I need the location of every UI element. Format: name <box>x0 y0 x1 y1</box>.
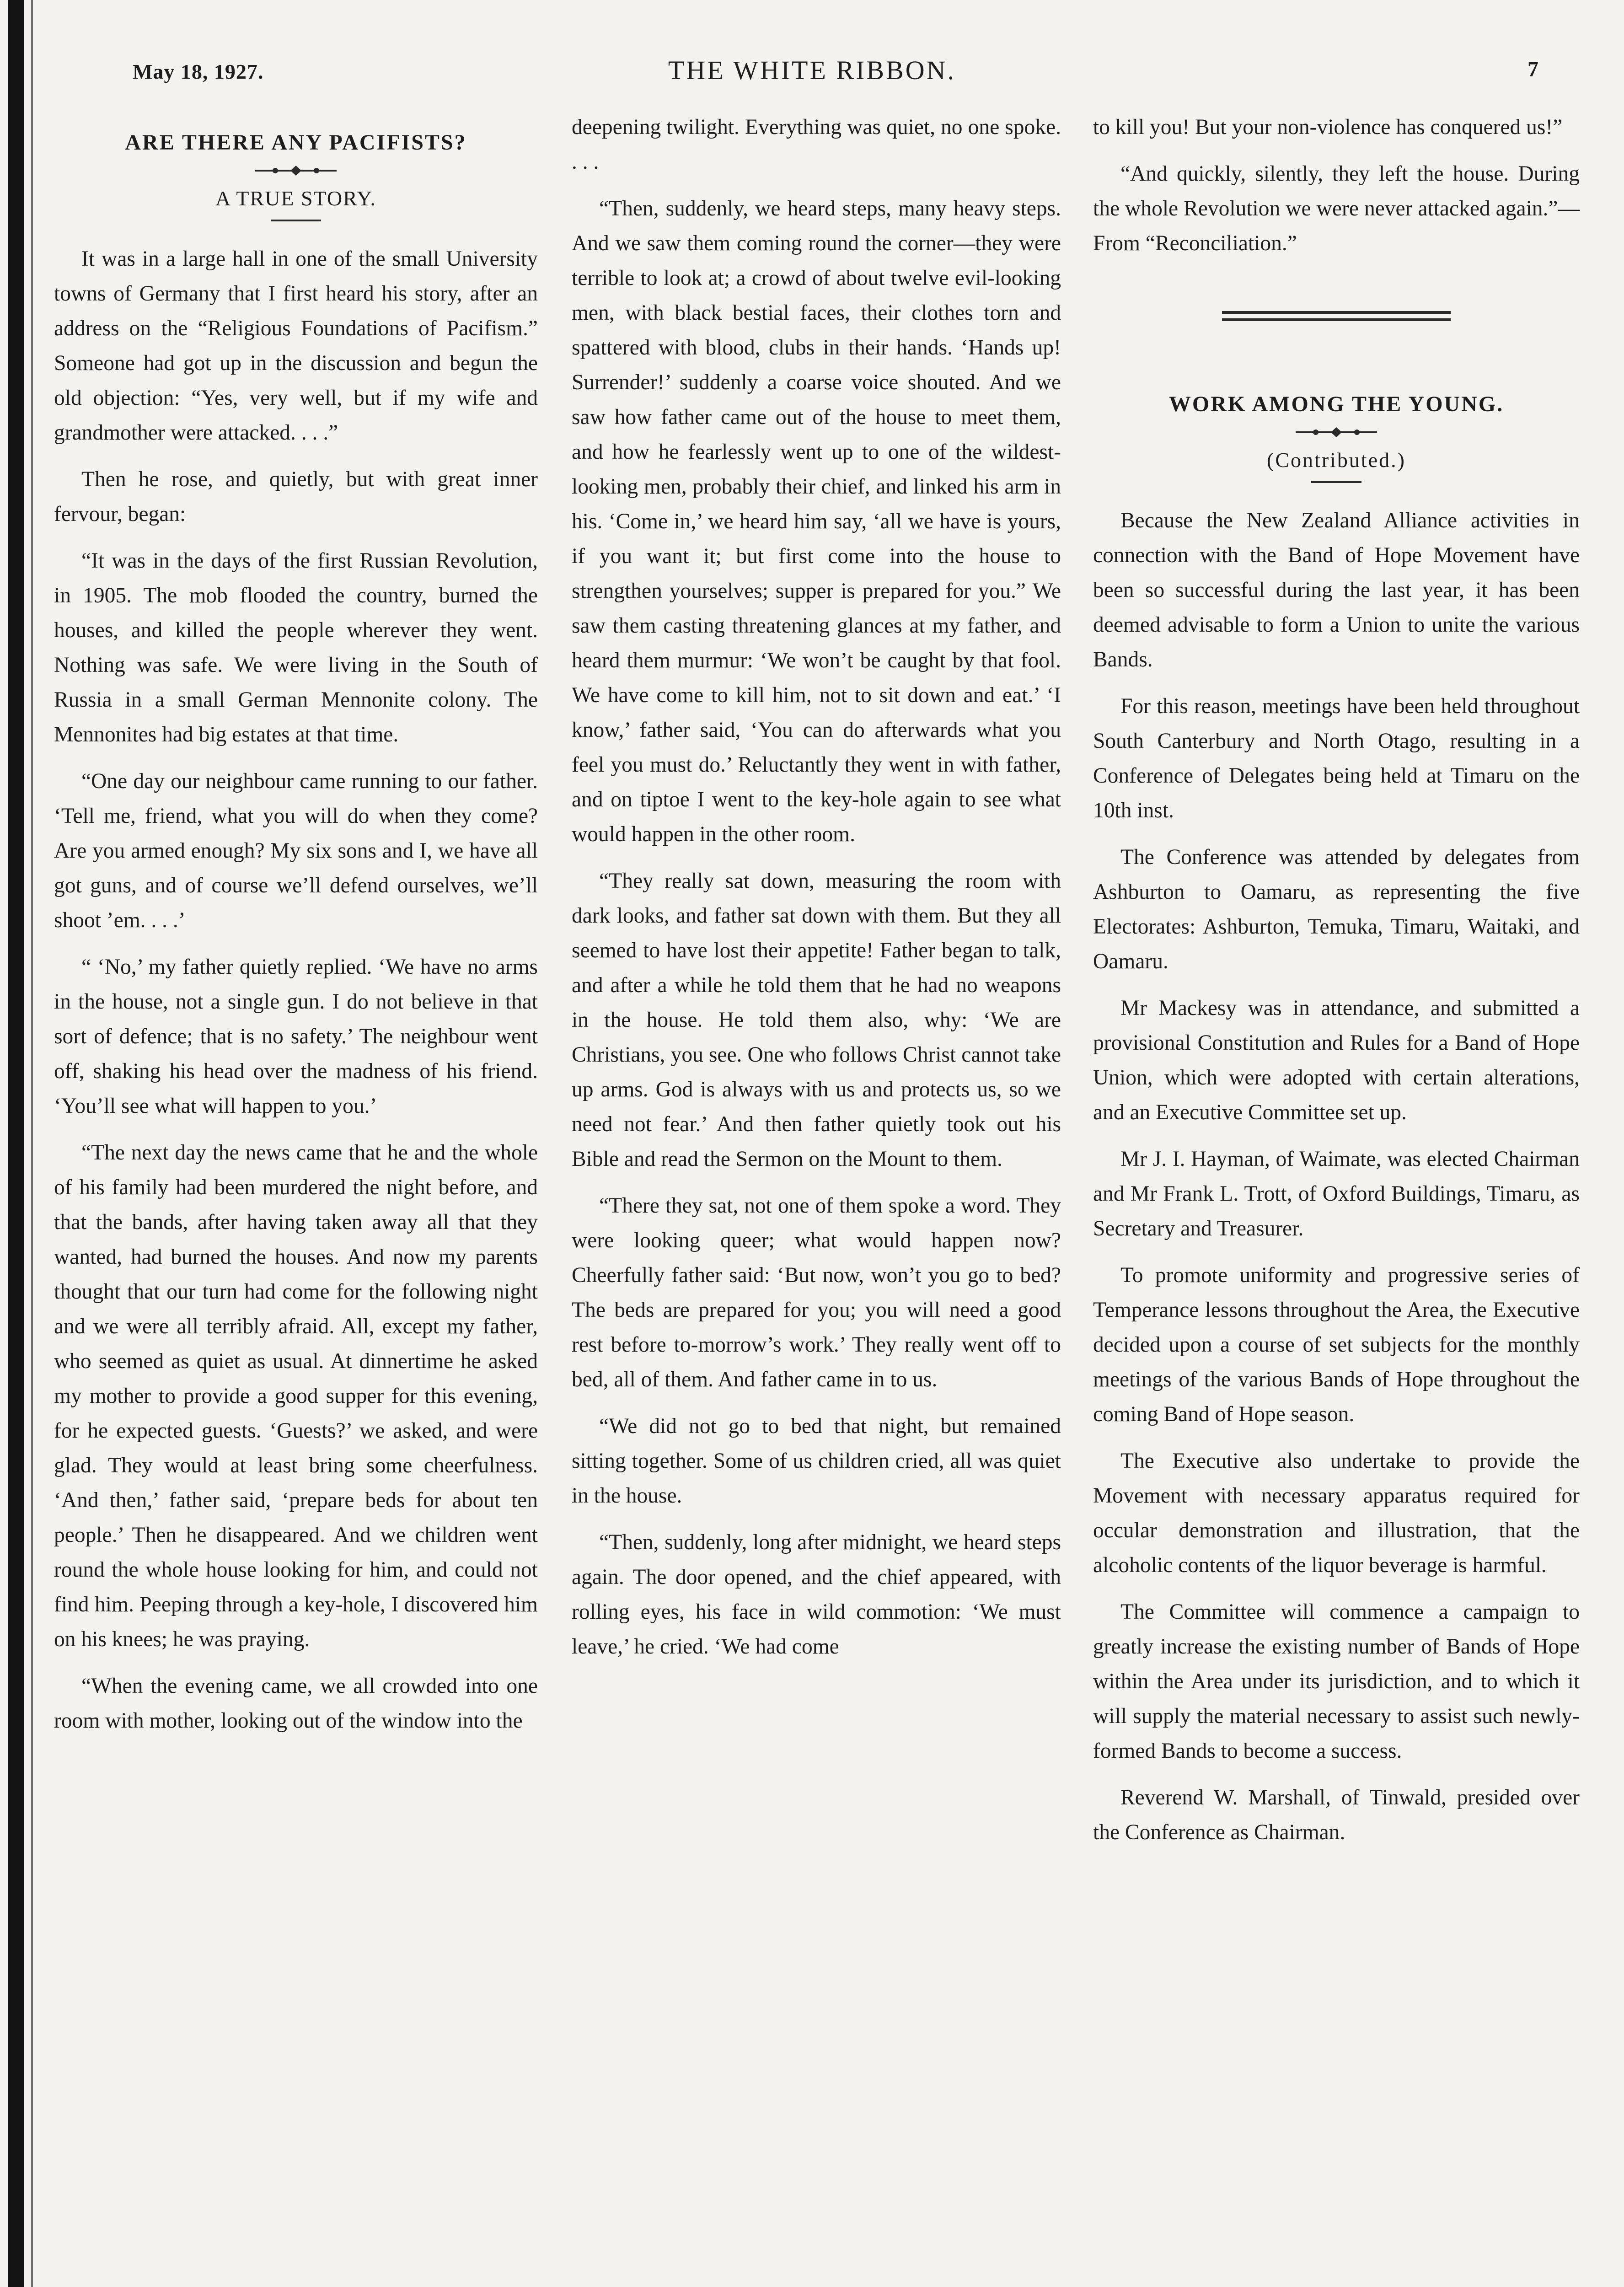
pacifists-headline: ARE THERE ANY PACIFISTS? <box>125 130 467 155</box>
section-divider <box>1222 311 1451 321</box>
article-paragraph: “It was in the days of the first Russian Revolution, in 1905. The mob flooded the country, burned the houses, and killed the people wherever they went. Nothing was safe. We were living in the South of Russia in a small German Mennonite colony. The Mennonites had big estates at that time. <box>54 549 538 746</box>
pacifists-subheadline: A TRUE STORY. <box>215 187 376 210</box>
article-paragraph: “The next day the news came that he and the whole of his family had been murdered the night before, and that the bands, after having taken away all that they wanted, had burned the houses. And now my parents thought that our turn had come for the following night and we were all terribly afraid. All, except my father, who seemed as quiet as usual. At dinnertime he asked my mother to provide a good supper for this evening, for he expected guests. ‘Guests?’ we asked, and were glad. They would at least bring some cheerfulness. ‘And then,’ father said, ‘prepare beds for about ten people.’ Then he disappeared. And we children went round the whole house looking for him, and could not find him. Peeping through a key-hole, I discovered him on his knees; he was praying. <box>54 1141 538 1651</box>
article-paragraph: To promote uniformity and progressive series of Temperance lessons throughout the Area, the Executive decided upon a course of set subjects for the monthly meetings of the various Bands of Hope throughout the coming Band of Hope season. <box>1093 1263 1580 1426</box>
article-paragraph: to kill you! But your non-violence has conquered us!” <box>1093 115 1563 139</box>
article-paragraph: “Then, suddenly, long after midnight, we heard steps again. The door opened, and the chief appeared, with rolling eyes, his face in wild commotion: ‘We must leave,’ he cried. ‘We had come <box>572 1530 1061 1659</box>
article-paragraph: The Executive also undertake to provide the Movement with necessary apparatus required for occular demonstration and illustration, that the alcoholic contents of the liquor beverage is harmful. <box>1093 1449 1580 1577</box>
article-paragraph: “ ‘No,’ my father quietly replied. ‘We have no arms in the house, not a single gun. I do not believe in that sort of defence; that is no safety.’ The neighbour went off, shaking his head over the madness of his friend. ‘You’ll see what will happen to you.’ <box>54 955 538 1118</box>
column-1 <box>54 110 538 1750</box>
article-paragraph: Mr Mackesy was in attendance, and submitted a provisional Constitution and Rules for a Band of Hope Union, which were adopted with certain alterations, and an Executive Committee set up. <box>1093 996 1580 1124</box>
article-paragraph: “Then, suddenly, we heard steps, many heavy steps. And we saw them coming round the corner—they were terrible to look at; a crowd of about twelve evil-looking men, with black bestial faces, their clothes torn and spattered with blood, clubs in their hands. ‘Hands up! Surrender!’ suddenly a coarse voice shouted. And we saw how father came out of the house to meet them, and how he fearlessly went up to one of the wildest-looking men, probably their chief, and linked his arm in his. ‘Come in,’ we heard him say, ‘all we have is yours, if you want it; but first come into the house to strengthen yourselves; supper is prepared for you.” We saw them casting threatening glances at my father, and heard them murmur: ‘We won’t be caught by that fool. We have come to kill him, not to sit down and eat.’ ‘I know,’ father said, ‘You can do afterwards what you feel you must do.’ Reluctantly they went in with father, and on tiptoe I went to the key-hole again to see what would happen in the other room. <box>572 197 1061 846</box>
page-binding-line <box>31 0 33 2287</box>
article-paragraph: “There they sat, not one of them spoke a word. They were looking queer; what would happen now? Cheerfully father said: ‘But now, won’t you go to bed? The beds are prepared for you; you will need a good rest before to-morrow’s work.’ They really went off to bed, all of them. And father came in to us. <box>572 1194 1061 1391</box>
ornament-divider <box>54 164 538 177</box>
article-paragraph: The Committee will commence a campaign to greatly increase the existing number of Bands of Hope within the Area under its jurisdiction, and to which it will supply the material necessary to assist such newly-formed Bands to become a success. <box>1093 1600 1580 1763</box>
article-paragraph: It was in a large hall in one of the small University towns of Germany that I first heard his story, after an address on the “Religious Foundations of Pacifism.” Someone had got up in the discussion and begun the old objection: “Yes, very well, but if my wife and grandmother were attacked. . . .” <box>54 247 538 445</box>
article-paragraph: “One day our neighbour came running to our father. ‘Tell me, friend, what you will do when they come? Are you armed enough? My six sons and I, we have all got guns, and of course we’ll defend ourselves, we’ll shoot ’em. . . .’ <box>54 769 538 932</box>
column-3 <box>1093 110 1580 1862</box>
article-paragraph: “They really sat down, measuring the room with dark looks, and father sat down with them. But they all seemed to have lost their appetite! Father began to talk, and after a while he told them that he had no weapons in the house. He told them also, why: ‘We are Christians, you see. One who follows Christ cannot take up arms. God is always with us and protects us, so we need not fear.’ And then father quietly took out his Bible and read the Sermon on the Mount to them. <box>572 869 1061 1171</box>
young-headline: WORK AMONG THE YOUNG. <box>1168 392 1504 416</box>
article-paragraph: Reverend W. Marshall, of Tinwald, presided over the Conference as Chairman. <box>1093 1786 1580 1844</box>
young-subheadline: (Contributed.) <box>1267 448 1406 472</box>
issue-date: May 18, 1927. <box>133 60 264 83</box>
article-paragraph: “When the evening came, we all crowded into one room with mother, looking out of the window into the <box>54 1674 538 1733</box>
article-paragraph: deepening twilight. Everything was quiet, no one spoke. . . . <box>572 115 1061 174</box>
short-rule <box>1311 481 1361 483</box>
article-paragraph: Because the New Zealand Alliance activities in connection with the Band of Hope Movement have been so successful during the last year, it has been deemed advisable to form a Union to unite the various Bands. <box>1093 509 1580 671</box>
article-paragraph: The Conference was attended by delegates from Ashburton to Oamaru, as representing the five Electorates: Ashburton, Temuka, Timaru, Waitaki, and Oamaru. <box>1093 845 1580 973</box>
masthead <box>0 50 1624 91</box>
article-paragraph: “We did not go to bed that night, but remained sitting together. Some of us children cried, all was quiet in the house. <box>572 1414 1061 1508</box>
ornament-divider <box>1093 425 1580 439</box>
publication-title: THE WHITE RIBBON. <box>668 55 956 85</box>
article-paragraph: Then he rose, and quietly, but with great inner fervour, began: <box>54 467 538 526</box>
article-paragraph: For this reason, meetings have been held throughout South Canterbury and North Otago, resulting in a Conference of Delegates being held at Timaru on the 10th inst. <box>1093 694 1580 822</box>
short-rule <box>271 220 321 221</box>
page-number: 7 <box>1528 57 1538 81</box>
column-2 <box>572 110 1061 1676</box>
article-paragraph: Mr J. I. Hayman, of Waimate, was elected Chairman and Mr Frank L. Trott, of Oxford Buildings, Timaru, as Secretary and Treasurer. <box>1093 1147 1580 1240</box>
article-paragraph: “And quickly, silently, they left the house. During the whole Revolution we were never attacked again.”—From “Reconciliation.” <box>1093 162 1580 255</box>
page-binding-edge <box>8 0 24 2287</box>
